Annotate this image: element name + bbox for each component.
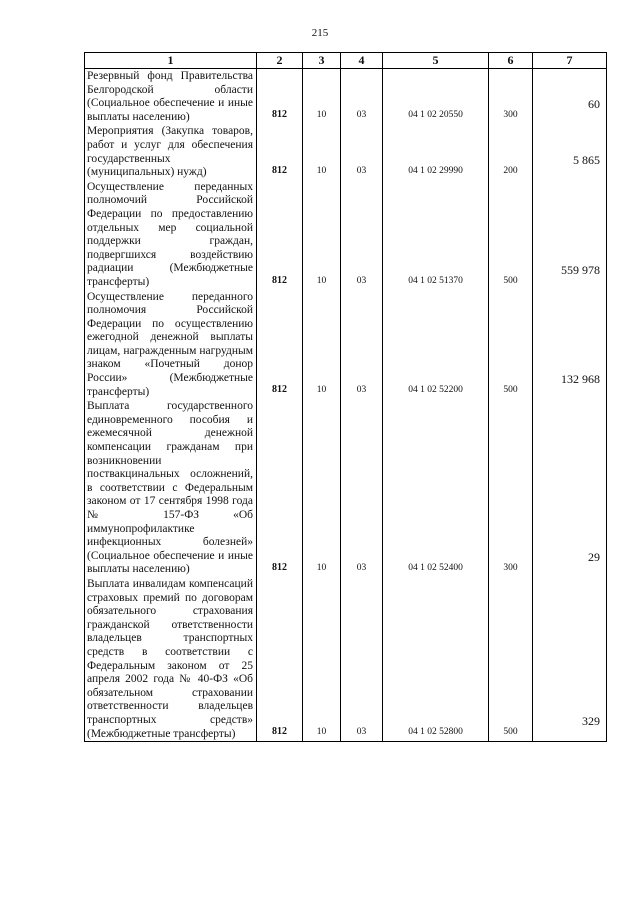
table-row — [85, 399, 607, 577]
row-expense-type: 500 — [489, 577, 533, 742]
row-target-article: 04 1 02 20550 — [383, 69, 489, 125]
row-target-article: 04 1 02 52800 — [383, 577, 489, 742]
row-grbs-code: 812 — [257, 180, 303, 290]
row-target-article: 04 1 02 52200 — [383, 290, 489, 400]
row-expense-type: 200 — [489, 124, 533, 179]
row-section: 10 — [303, 180, 341, 290]
table-row — [85, 290, 607, 400]
table-header — [85, 53, 607, 69]
row-target-article: 04 1 02 52400 — [383, 399, 489, 577]
table-row — [85, 180, 607, 290]
row-subsection: 03 — [341, 290, 383, 400]
row-description: Мероприятия (Закупка товаров, работ и услуг для обеспечения государственных (муниципальных) нужд) — [85, 124, 257, 179]
row-grbs-code: 812 — [257, 124, 303, 179]
row-section: 10 — [303, 577, 341, 742]
header-row — [85, 53, 607, 69]
header-col-2: 2 — [257, 53, 303, 69]
row-amount: 29 — [533, 399, 607, 577]
row-description: Резервный фонд Правительства Белгородской области (Социальное обеспечение и иные выплаты населению) — [85, 69, 257, 125]
row-expense-type: 500 — [489, 290, 533, 400]
row-amount: 329 — [533, 577, 607, 742]
row-section: 10 — [303, 399, 341, 577]
budget-table — [84, 52, 607, 742]
row-expense-type: 300 — [489, 399, 533, 577]
row-description: Осуществление переданных полномочий Российской Федерации по предоставлению отдельных мер социальной поддержки граждан, подвергшихся воздействию радиации (Межбюджетные трансферты) — [85, 180, 257, 290]
header-col-6: 6 — [489, 53, 533, 69]
row-target-article: 04 1 02 51370 — [383, 180, 489, 290]
row-section: 10 — [303, 69, 341, 125]
row-description: Выплата инвалидам компенсаций страховых премий по договорам обязательного страхования гражданской ответственности владельцев транспортных средств в соответствии с Федеральным законом от 25 апреля 2002 года № 40-ФЗ «Об обязательном страховании ответственности владельцев транспортных средств» (Межбюджетные трансферты) — [85, 577, 257, 742]
row-description: Осуществление переданного полномочия Российской Федерации по осуществлению ежегодной денежной выплаты лицам, награжденным нагрудным знаком «Почетный донор России» (Межбюджетные трансферты) — [85, 290, 257, 400]
row-grbs-code: 812 — [257, 69, 303, 125]
row-subsection: 03 — [341, 124, 383, 179]
row-description: Выплата государственного единовременного пособия и ежемесячной денежной компенсации гражданам при возникновении поствакцинальных осложнений, в соответствии с Федеральным законом от 17 сентября 1998 года № 157-ФЗ «Об иммунопрофилактике инфекционных болезней» (Социальное обеспечение и иные выплаты населению) — [85, 399, 257, 577]
row-expense-type: 500 — [489, 180, 533, 290]
row-grbs-code: 812 — [257, 399, 303, 577]
table-row — [85, 69, 607, 125]
page-number: 215 — [311, 27, 329, 39]
table-row — [85, 124, 607, 179]
row-subsection: 03 — [341, 399, 383, 577]
row-subsection: 03 — [341, 69, 383, 125]
row-target-article: 04 1 02 29990 — [383, 124, 489, 179]
table-row — [85, 577, 607, 742]
row-grbs-code: 812 — [257, 577, 303, 742]
header-col-5: 5 — [383, 53, 489, 69]
row-section: 10 — [303, 290, 341, 400]
header-col-1: 1 — [85, 53, 257, 69]
header-col-3: 3 — [303, 53, 341, 69]
row-amount: 559 978 — [533, 180, 607, 290]
row-subsection: 03 — [341, 180, 383, 290]
row-section: 10 — [303, 124, 341, 179]
table-body — [85, 69, 607, 742]
row-expense-type: 300 — [489, 69, 533, 125]
row-grbs-code: 812 — [257, 290, 303, 400]
row-subsection: 03 — [341, 577, 383, 742]
row-amount: 60 — [533, 69, 607, 125]
row-amount: 5 865 — [533, 124, 607, 179]
header-col-4: 4 — [341, 53, 383, 69]
header-col-7: 7 — [533, 53, 607, 69]
row-amount: 132 968 — [533, 290, 607, 400]
